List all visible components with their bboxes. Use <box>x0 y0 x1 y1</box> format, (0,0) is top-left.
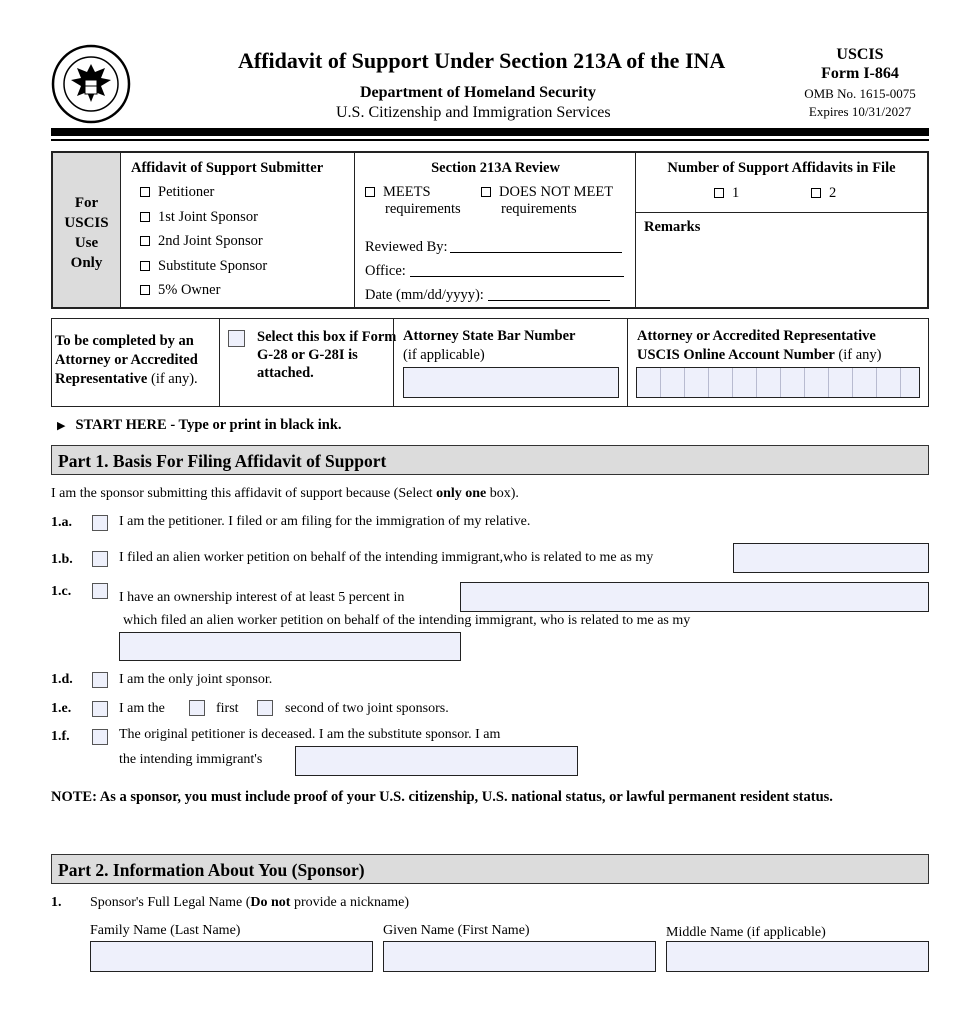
meets-label: MEETS <box>383 184 431 200</box>
office-label: Office: <box>365 263 406 279</box>
checkbox-1c[interactable] <box>92 583 108 599</box>
item-number: 1.c. <box>51 584 72 599</box>
count-section <box>636 153 927 213</box>
dhs-seal <box>51 44 131 124</box>
first-label: first <box>216 701 239 716</box>
given-name-input[interactable] <box>383 941 656 972</box>
checkbox-1a[interactable] <box>92 515 108 531</box>
item-1c-text-continued: which filed an alien worker petition on behalf of the intending immigrant, who is related to me as my <box>123 613 691 628</box>
start-here-instruction <box>57 417 342 434</box>
checkbox-1d[interactable] <box>92 672 108 688</box>
count-heading: Number of Support Affidavits in File <box>667 160 896 176</box>
checkbox-1e[interactable] <box>92 701 108 717</box>
attorney-box <box>51 318 929 407</box>
submitter-option-5pct-owner <box>140 282 220 299</box>
part1-intro-pre: I am the sponsor submitting this affidavit of support because (Select <box>51 486 437 501</box>
submitter-option-1st-joint <box>140 209 258 226</box>
start-here-text: START HERE - Type or print in black ink. <box>75 417 342 433</box>
date-label: Date (mm/dd/yyyy): <box>365 287 484 303</box>
checkbox-icon <box>140 187 150 197</box>
review-column <box>355 153 636 307</box>
second-label: second of two joint sponsors. <box>285 701 449 716</box>
attorney-instruction-bold: To be completed by an Attorney or Accredited Representative <box>55 333 198 387</box>
arrow-right-icon: ▶ <box>57 419 66 432</box>
item-1c-text: I have an ownership interest of at least 5 percent in <box>119 590 405 605</box>
agency-code: USCIS <box>836 46 884 63</box>
department-name: Department of Homeland Security <box>360 84 596 101</box>
not-meet-option <box>481 184 613 218</box>
bar-number-section <box>393 319 628 406</box>
header-rule <box>51 128 929 136</box>
family-name-label: Family Name (Last Name) <box>90 923 241 938</box>
date-line <box>365 287 610 304</box>
item-number: 1.a. <box>51 515 72 530</box>
item-1f-text: The original petitioner is deceased. I am the substitute sponsor. I am <box>119 727 501 742</box>
checkbox-icon <box>140 261 150 271</box>
attorney-instruction <box>52 319 220 406</box>
side-label-line: Use <box>74 235 99 251</box>
count-label: 1 <box>732 185 740 201</box>
side-label-line: USCIS <box>64 215 109 231</box>
full-name-question-pre: Sponsor's Full Legal Name ( <box>90 895 251 910</box>
family-name-input[interactable] <box>90 941 373 972</box>
form-title: Affidavit of Support Under Section 213A of the INA <box>238 48 726 73</box>
option-label: 5% Owner <box>158 282 221 298</box>
full-name-question-bold: Do not <box>250 895 291 910</box>
uscis-use-only-label <box>53 153 121 307</box>
count-column <box>636 153 927 307</box>
part1-intro <box>51 486 519 502</box>
item-1a-text: I am the petitioner. I filed or am filing for the immigration of my relative. <box>119 514 531 529</box>
relationship-1b-input[interactable] <box>733 543 929 573</box>
item-number: 1.b. <box>51 552 73 567</box>
part1-heading-bar <box>51 445 929 475</box>
online-account-sublabel <box>637 347 882 364</box>
bar-number-sublabel: (if applicable) <box>403 347 485 363</box>
full-name-question <box>90 895 409 911</box>
item-number: 1.f. <box>51 729 70 744</box>
item-number: 1.d. <box>51 672 73 687</box>
item-1b-text: I filed an alien worker petition on behalf of the intending immigrant,who is related to me as my <box>119 550 654 565</box>
option-label: Substitute Sponsor <box>158 258 268 274</box>
ownership-company-input[interactable] <box>460 582 929 612</box>
middle-name-input[interactable] <box>666 941 929 972</box>
checkbox-icon <box>714 188 724 198</box>
part2-heading: Part 2. Information About You (Sponsor) <box>58 860 365 880</box>
part2-heading-bar <box>51 854 929 884</box>
agency-name: U.S. Citizenship and Immigration Services <box>336 104 611 121</box>
review-heading: Section 213A Review <box>431 160 560 176</box>
g28-attached-label: Select this box if Form G-28 or G-28I is attached. <box>257 329 397 381</box>
middle-name-label: Middle Name (if applicable) <box>666 925 826 940</box>
submitter-option-substitute <box>140 258 267 275</box>
full-name-question-post: provide a nickname) <box>290 895 410 910</box>
submitter-column <box>121 153 355 307</box>
side-label-line: Only <box>70 255 103 271</box>
relationship-1c-input[interactable] <box>119 632 461 661</box>
relationship-1f-input[interactable] <box>295 746 578 776</box>
part1-heading: Part 1. Basis For Filing Affidavit of Support <box>58 451 387 471</box>
checkbox-icon <box>365 187 375 197</box>
reviewed-by-label: Reviewed By: <box>365 239 448 255</box>
item-1d-text: I am the only joint sponsor. <box>119 672 273 687</box>
online-account-sublabel-tail: (if any) <box>834 347 882 363</box>
online-account-number-input[interactable] <box>636 367 920 398</box>
meets-option <box>365 184 461 218</box>
submitter-option-petitioner <box>140 184 214 201</box>
submitter-heading: Affidavit of Support Submitter <box>131 160 324 176</box>
checkbox-icon <box>140 285 150 295</box>
online-account-label: Attorney or Accredited Representative <box>637 328 876 344</box>
reviewed-by-line <box>365 239 622 256</box>
submitter-option-2nd-joint <box>140 233 263 250</box>
checkbox-icon <box>811 188 821 198</box>
given-name-label: Given Name (First Name) <box>383 923 530 938</box>
online-account-sublabel-bold: USCIS Online Account Number <box>637 347 835 363</box>
item-number: 1. <box>51 895 62 910</box>
sponsor-proof-note: NOTE: As a sponsor, you must include proof of your U.S. citizenship, U.S. national status, or lawful permanent resident status. <box>51 789 833 805</box>
checkbox-1f[interactable] <box>92 729 108 745</box>
count-label: 2 <box>829 185 837 201</box>
option-label: Petitioner <box>158 184 215 200</box>
g28-attached-checkbox[interactable] <box>228 330 245 347</box>
part1-intro-post: box). <box>486 486 519 501</box>
checkbox-1b[interactable] <box>92 551 108 567</box>
uscis-use-box <box>51 151 929 309</box>
expiration-date: Expires 10/31/2027 <box>808 104 912 119</box>
count-option-1 <box>714 185 739 202</box>
item-number: 1.e. <box>51 701 72 716</box>
item-1f-text-continued: the intending immigrant's <box>119 752 263 767</box>
bar-number-label: Attorney State Bar Number <box>403 328 576 344</box>
count-option-2 <box>811 185 836 202</box>
form-number: Form I-864 <box>821 65 899 82</box>
part1-intro-bold: only one <box>436 486 487 501</box>
remarks-label: Remarks <box>644 219 701 235</box>
option-label: 2nd Joint Sponsor <box>158 233 263 249</box>
meets-sublabel: requirements <box>385 201 461 217</box>
not-meet-sublabel: requirements <box>501 201 577 217</box>
header-rule-thin <box>51 139 929 141</box>
checkbox-icon <box>140 236 150 246</box>
option-label: 1st Joint Sponsor <box>158 209 258 225</box>
not-meet-label: DOES NOT MEET <box>499 184 614 200</box>
checkbox-second-joint-sponsor[interactable] <box>257 700 273 716</box>
office-line <box>365 263 624 280</box>
checkbox-icon <box>481 187 491 197</box>
form-id-block <box>790 46 930 120</box>
item-1e-text: I am the <box>119 701 165 716</box>
attorney-instruction-tail: (if any). <box>147 371 198 387</box>
checkbox-icon <box>140 212 150 222</box>
omb-number: OMB No. 1615-0075 <box>804 86 916 101</box>
side-label-line: For <box>74 195 99 211</box>
checkbox-first-joint-sponsor[interactable] <box>189 700 205 716</box>
bar-number-input[interactable] <box>403 367 619 398</box>
